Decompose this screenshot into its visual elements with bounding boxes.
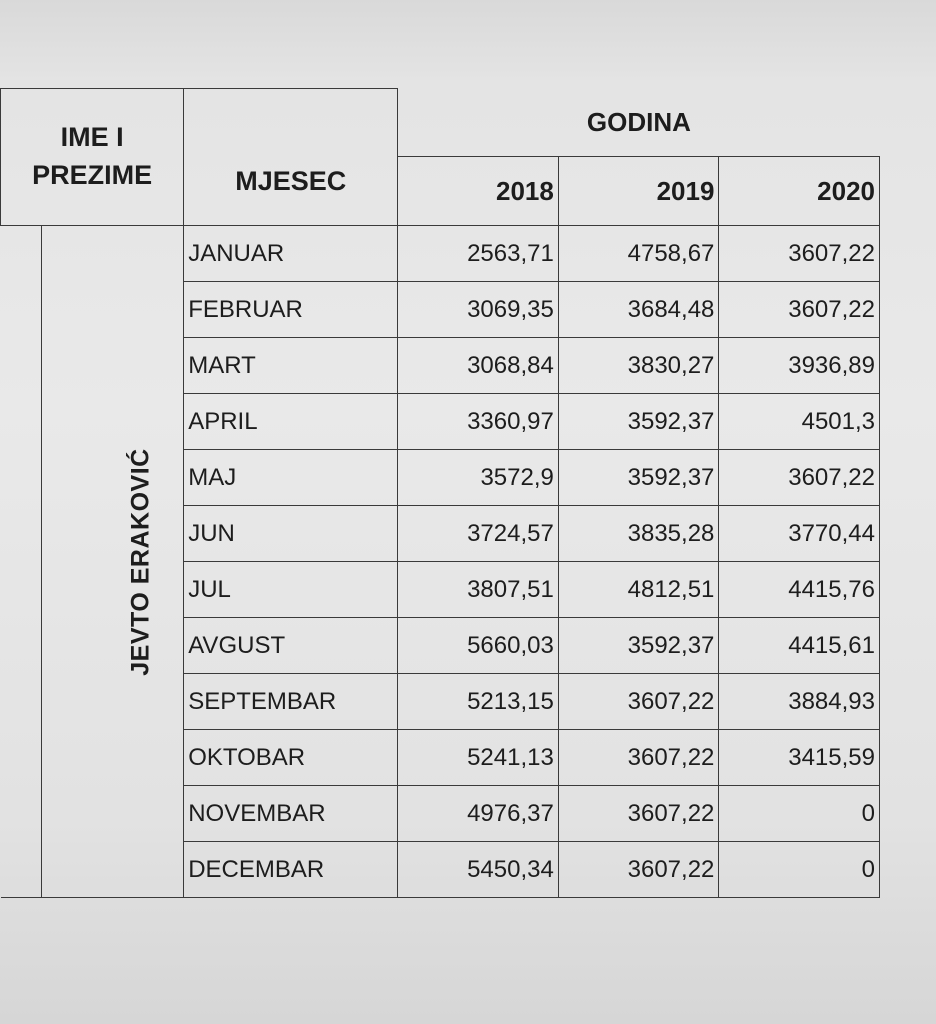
person-name: JEVTO ERAKOVIĆ — [126, 447, 154, 676]
month-cell: OKTOBAR — [184, 730, 398, 786]
value-cell-2020: 3607,22 — [719, 226, 880, 282]
header-year-2019: 2019 — [558, 157, 719, 226]
value-cell-2019: 3835,28 — [558, 506, 719, 562]
month-cell: NOVEMBAR — [184, 786, 398, 842]
value-cell-2018: 2563,71 — [398, 226, 559, 282]
header-name-surname — [1, 89, 184, 226]
value-cell-2018: 5241,13 — [398, 730, 559, 786]
value-cell-2020: 3607,22 — [719, 450, 880, 506]
header-name-line2: PREZIME — [32, 160, 153, 190]
value-cell-2018: 4976,37 — [398, 786, 559, 842]
value-cell-2020: 3770,44 — [719, 506, 880, 562]
value-cell-2020: 4415,76 — [719, 562, 880, 618]
month-cell: MAJ — [184, 450, 398, 506]
value-cell-2018: 5213,15 — [398, 674, 559, 730]
value-cell-2018: 3572,9 — [398, 450, 559, 506]
header-month: MJESEC — [184, 89, 398, 226]
value-cell-2019: 3607,22 — [558, 842, 719, 898]
table-body — [1, 226, 880, 898]
value-cell-2018: 3069,35 — [398, 282, 559, 338]
value-cell-2020: 3415,59 — [719, 730, 880, 786]
header-year-2018: 2018 — [398, 157, 559, 226]
month-cell: APRIL — [184, 394, 398, 450]
value-cell-2018: 3807,51 — [398, 562, 559, 618]
month-cell: FEBRUAR — [184, 282, 398, 338]
person-name-cell — [1, 226, 184, 898]
value-cell-2019: 3592,37 — [558, 394, 719, 450]
value-cell-2018: 3360,97 — [398, 394, 559, 450]
cell-border-edge — [1, 226, 42, 897]
value-cell-2020: 3884,93 — [719, 674, 880, 730]
value-cell-2019: 3592,37 — [558, 618, 719, 674]
value-cell-2020: 3936,89 — [719, 338, 880, 394]
value-cell-2020: 4501,3 — [719, 394, 880, 450]
value-cell-2019: 3607,22 — [558, 786, 719, 842]
value-cell-2020: 0 — [719, 842, 880, 898]
value-cell-2019: 4812,51 — [558, 562, 719, 618]
table-row — [1, 226, 880, 282]
value-cell-2018: 3724,57 — [398, 506, 559, 562]
month-cell: DECEMBAR — [184, 842, 398, 898]
header-name-line1: IME I — [60, 122, 124, 153]
value-cell-2020: 4415,61 — [719, 618, 880, 674]
value-cell-2018: 5660,03 — [398, 618, 559, 674]
value-cell-2019: 3607,22 — [558, 674, 719, 730]
value-cell-2019: 4758,67 — [558, 226, 719, 282]
value-cell-2018: 3068,84 — [398, 338, 559, 394]
value-cell-2018: 5450,34 — [398, 842, 559, 898]
month-cell: AVGUST — [184, 618, 398, 674]
month-cell: MART — [184, 338, 398, 394]
month-cell: JUL — [184, 562, 398, 618]
month-cell: SEPTEMBAR — [184, 674, 398, 730]
header-year-2020: 2020 — [719, 157, 880, 226]
month-cell: JANUAR — [184, 226, 398, 282]
value-cell-2019: 3607,22 — [558, 730, 719, 786]
value-cell-2020: 3607,22 — [719, 282, 880, 338]
salary-table — [0, 88, 880, 898]
value-cell-2019: 3592,37 — [558, 450, 719, 506]
value-cell-2019: 3684,48 — [558, 282, 719, 338]
value-cell-2019: 3830,27 — [558, 338, 719, 394]
header-godina: GODINA — [398, 89, 880, 157]
month-cell: JUN — [184, 506, 398, 562]
value-cell-2020: 0 — [719, 786, 880, 842]
